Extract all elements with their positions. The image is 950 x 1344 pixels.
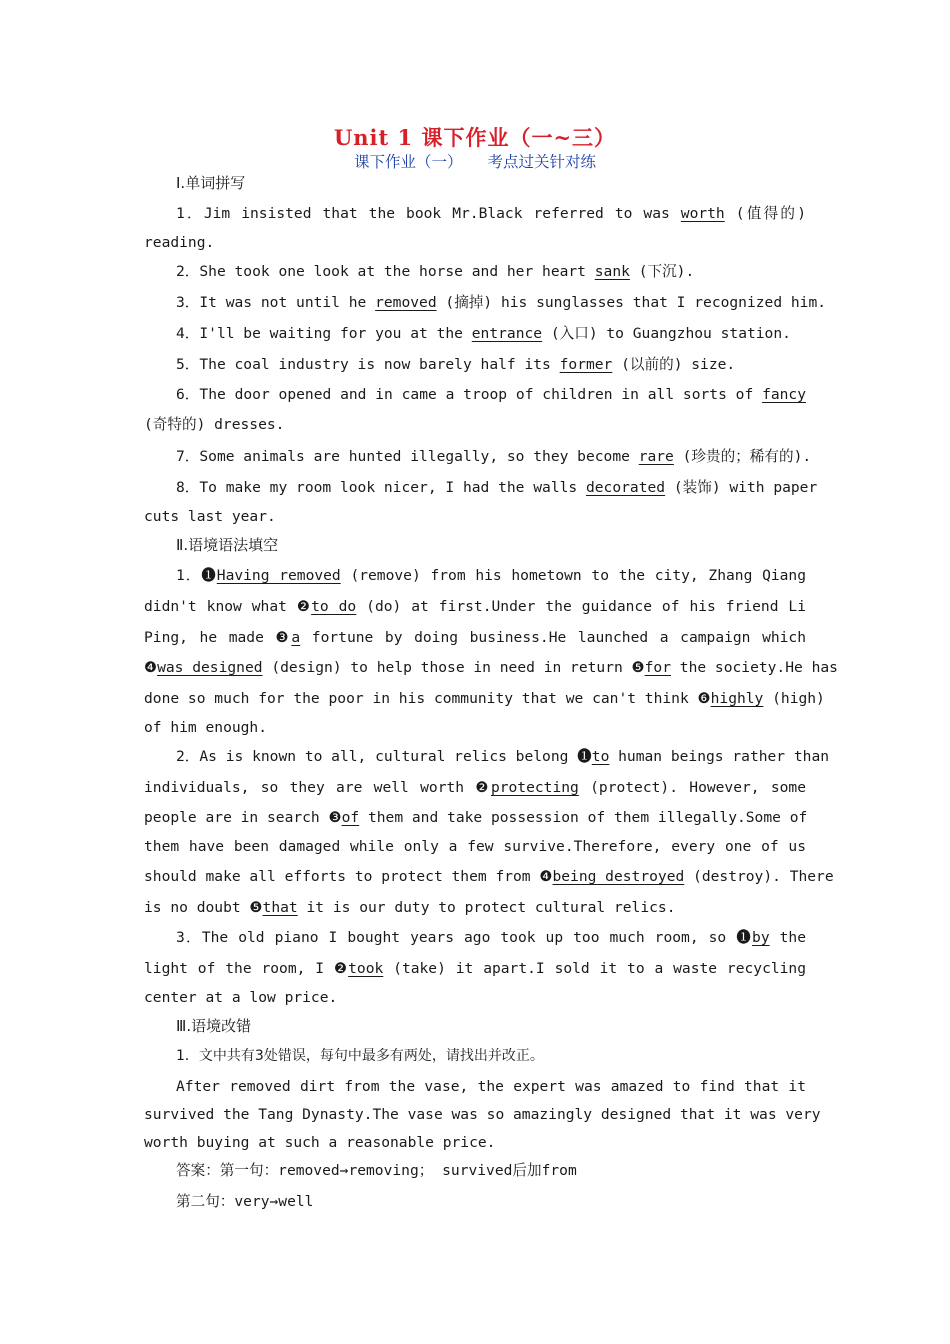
answer-blank: to [591,748,610,765]
answer-blank: that [262,899,298,916]
exercise-line [176,288,827,318]
line-text: (remove) from his hometown to the city, Zhang Qiang [340,567,806,584]
exercise-line [144,983,806,1013]
answer-line: 答案：第一句：removed→removing； survived后加from [176,1162,577,1179]
line-text: them have been damaged while only a few survive.Therefore, every one of us [144,838,806,855]
passage-line: worth buying at such a reasonable price. [144,1134,496,1151]
line-text: (high) [763,690,825,707]
exercise-line [176,742,830,772]
line-text: light of the room, I ❷ [144,960,349,977]
line-text: (下沉). [629,263,695,280]
exercise-line [176,923,806,953]
subtitle-right: 考点过关针对练 [487,153,596,171]
exercise-line [176,380,806,410]
answer-blank: decorated [585,479,666,496]
exercise-line [144,623,806,653]
line-text: 5．The coal industry is now barely half its [176,356,560,373]
line-text: 8．To make my room look nicer, I had the walls [176,479,586,496]
line-text: (take) it apart.I sold it to a waste recycling [383,960,807,977]
exercise-line [144,954,806,984]
exercise-line [176,561,806,591]
line-text: 3．It was not until he [176,294,376,311]
line-text: 3．The old piano I bought years ago took up too much room, so ❶ [176,929,753,946]
section-1-heading: Ⅰ.单词拼写 [176,174,246,192]
exercise-line [176,319,806,349]
line-text: 1．Jim insisted that the book Mr.Black referred to was [176,205,681,222]
line-text: (design) to help those in need in return ❺ [262,659,645,676]
subtitle-left: 课下作业（一） [354,153,463,171]
line-text: human beings rather than [609,748,830,765]
exercise-line [144,832,806,862]
exercise-line [176,442,812,472]
answer-blank: worth [680,205,725,222]
section-2-heading: Ⅱ.语境语法填空 [176,536,279,554]
passage-line: survived the Tang Dynasty.The vase was so amazingly designed that it was very [144,1106,821,1123]
line-text: (以前的) size. [612,356,736,373]
instruction-line: 1．文中共有3处错误，每句中最多有两处，请找出并改正。 [176,1048,544,1064]
line-text: reading. [144,234,215,251]
exercise-line [176,473,818,503]
line-text: (摘掉) his sunglasses that I recognized him. [436,294,827,311]
answer-blank: being destroyed [552,868,685,885]
answer-blank: by [752,929,770,946]
line-text: the [769,929,806,946]
line-text: (值得的) [724,205,807,222]
line-text: Ping, he made ❸ [144,629,292,646]
line-text: 2．She took one look at the horse and her heart [176,263,595,280]
line-text: (do) at first.Under the guidance of his friend Li [356,598,807,615]
page-title: Unit 1 课下作业（一~三） [333,125,617,150]
answer-blank: sank [594,263,630,280]
section-3-heading: Ⅲ.语境改错 [176,1017,252,1035]
line-text: (destroy). There [684,868,834,885]
exercise-line [144,228,806,258]
answer-blank: of [341,809,360,826]
exercise-line [144,410,806,440]
exercise-line [144,684,825,714]
answer-blank: removed [375,294,437,311]
line-text: should make all efforts to protect them from ❹ [144,868,553,885]
line-text: (入口) to Guangzhou station. [542,325,791,342]
line-text: 2．As is known to all, cultural relics belong ❶ [176,748,592,765]
answer-blank: rare [638,448,674,465]
answer-blank: to do [311,598,357,615]
answer-blank: entrance [471,325,543,342]
line-text: 4．I'll be waiting for you at the [176,325,472,342]
line-text: of him enough. [144,719,268,736]
line-text: (奇特的) dresses. [144,416,285,433]
exercise-line [144,773,806,803]
answer-blank: took [348,960,384,977]
line-text: it is our duty to protect cultural relics. [297,899,676,916]
line-text: the society.He has [671,659,838,676]
line-text: (装饰) with paper [665,479,818,496]
line-text: done so much for the poor in his community that we can't think ❻ [144,690,711,707]
answer-line: 第二句：very→well [176,1193,314,1210]
answer-blank: Having removed [216,567,341,584]
answer-blank: former [559,356,613,373]
line-text: 6．The door opened and in came a troop of children in all sorts of [176,386,763,403]
answer-blank: was designed [157,659,263,676]
answer-blank: highly [710,690,764,707]
exercise-line [144,713,806,743]
passage-line: After removed dirt from the vase, the expert was amazed to find that it [176,1078,806,1095]
line-text: 7．Some animals are hunted illegally, so they become [176,448,639,465]
answer-blank: a [291,629,301,646]
exercise-line [176,350,806,380]
line-text: them and take possession of them illegally.Some of [359,809,808,826]
line-text: fortune by doing business.He launched a campaign which [300,629,807,646]
line-text: is no doubt ❺ [144,899,263,916]
line-text: cuts last year. [144,508,276,525]
exercise-line [144,803,806,833]
line-text: (珍贵的；稀有的). [673,448,812,465]
answer-blank: for [644,659,671,676]
line-text: ❹ [144,659,158,676]
exercise-line [144,653,838,683]
exercise-line [176,199,806,229]
exercise-line [144,592,806,622]
exercise-line [144,893,806,923]
exercise-line [144,862,834,892]
exercise-line [144,502,806,532]
exercise-line [176,257,806,287]
line-text: center at a low price. [144,989,338,1006]
line-text: 1．❶ [176,567,217,584]
line-text: didn't know what ❷ [144,598,312,615]
answer-blank: protecting [490,779,579,796]
line-text: (protect). However, some [578,779,807,796]
line-text: people are in search ❸ [144,809,342,826]
answer-blank: fancy [762,386,806,403]
line-text: individuals, so they are well worth ❷ [144,779,491,796]
